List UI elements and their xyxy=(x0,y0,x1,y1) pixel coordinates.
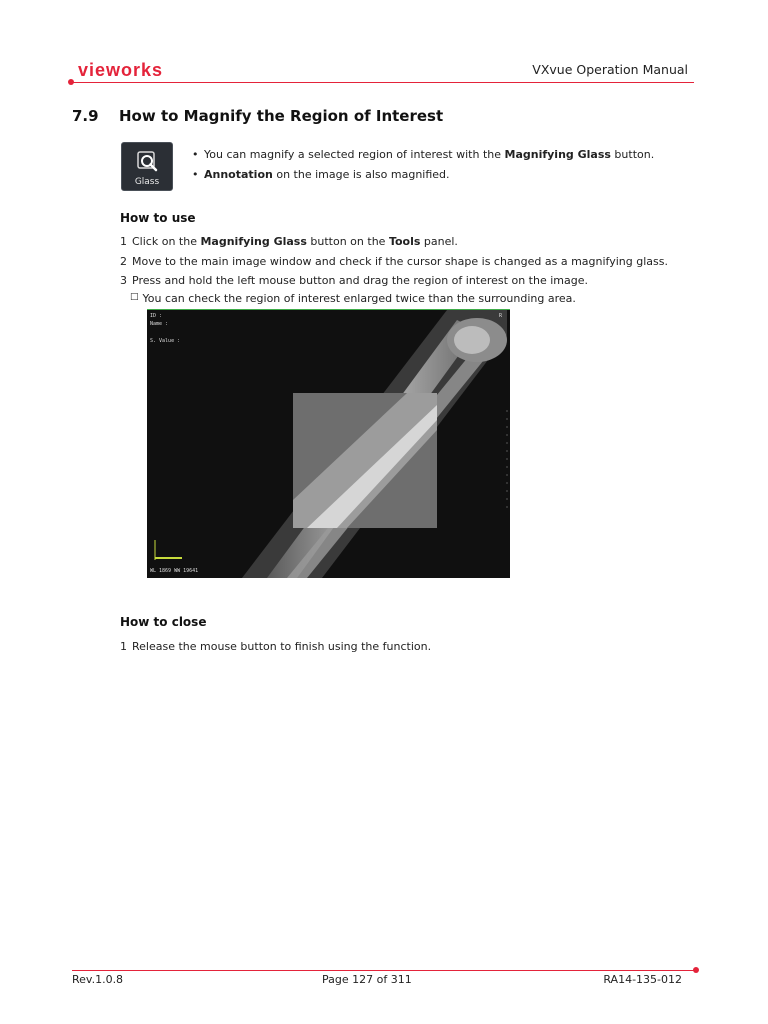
vieworks-logo: vieworks xyxy=(78,60,164,80)
header-rule xyxy=(72,82,694,83)
list-item: 2 Move to the main image window and check if the cursor shape is changed as a magnifying glass. xyxy=(120,254,668,268)
xray-graphic xyxy=(147,310,510,578)
overlay-orientation: R xyxy=(499,313,503,319)
overlay-window-level: WL 1869 WW 19641 xyxy=(150,568,199,574)
note: □ You can check the region of interest enlarged twice than the surrounding area. xyxy=(130,292,576,305)
note-mark: □ xyxy=(130,292,139,302)
bullet-item: • Annotation on the image is also magnified. xyxy=(192,165,654,185)
overlay-id: ID : xyxy=(150,313,163,319)
how-to-close-steps xyxy=(120,637,431,657)
overlay-name: Name : xyxy=(150,321,169,327)
footer-doc-id: RA14-135-012 xyxy=(603,973,682,986)
footer-rule-dot xyxy=(693,967,699,973)
footer-page-number: Page 127 of 311 xyxy=(322,973,412,986)
footer-revision: Rev.1.0.8 xyxy=(72,973,124,986)
section-number: 7.9 xyxy=(72,107,99,125)
header-rule-dot xyxy=(68,79,74,85)
bullet-item: • You can magnify a selected region of interest with the Magnifying Glass button. xyxy=(192,145,654,165)
list-item: 1 Click on the Magnifying Glass button on the Tools panel. xyxy=(120,235,458,248)
how-to-use-heading: How to use xyxy=(120,211,196,225)
footer-rule xyxy=(72,970,694,971)
how-to-close-heading: How to close xyxy=(120,615,207,629)
section-title-text: How to Magnify the Region of Interest xyxy=(119,107,444,125)
overlay-s-value: S. Value : xyxy=(150,338,181,344)
magnifying-glass-button xyxy=(121,142,173,191)
how-to-use-steps xyxy=(120,232,668,291)
list-item: 3 Press and hold the left mouse button and drag the region of interest on the image. xyxy=(120,274,588,287)
section-title xyxy=(72,107,443,125)
glass-button-label: Glass xyxy=(134,177,160,187)
list-item: 1 Release the mouse button to finish using the function. xyxy=(120,640,432,653)
manual-title: VXvue Operation Manual xyxy=(532,62,688,77)
intro-bullets xyxy=(192,145,654,185)
xray-image xyxy=(147,309,510,578)
magnifier-icon xyxy=(136,150,160,174)
